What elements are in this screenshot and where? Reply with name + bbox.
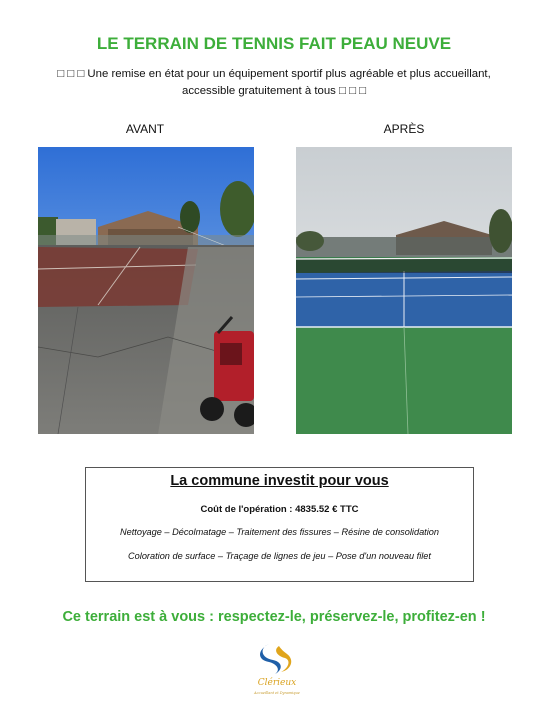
works-line-2: Coloration de surface – Traçage de lignes de jeu – Pose d'un nouveau filet [128,551,431,561]
investment-info-box [85,467,474,582]
before-label: AVANT [125,122,165,136]
closing-slogan: Ce terrain est à vous : respectez-le, préservez-le, profitez-en ! [62,609,486,625]
page-title: LE TERRAIN DE TENNIS FAIT PEAU NEUVE [96,34,452,53]
subtitle-line-2: accessible gratuitement à tous □ □ □ [182,85,366,97]
logo-emblem-icon [247,640,307,680]
before-photo [38,147,254,434]
after-photo [296,147,512,434]
info-box-title: La commune investit pour vous [170,473,389,489]
page-subtitle [20,66,528,100]
operation-cost: Coût de l'opération : 4835.52 € TTC [200,504,359,515]
subtitle-line-1: □ □ □ Une remise en état pour un équipement sportif plus agréable et plus accueillant, [57,68,491,80]
logo-tagline: Accueillant et Dynamique [254,691,300,695]
after-label: APRÈS [383,122,425,136]
works-line-1: Nettoyage – Décolmatage – Traitement des fissures – Résine de consolidation [119,527,439,537]
clerieux-logo [247,640,307,700]
logo-name: Clérieux [257,678,297,688]
